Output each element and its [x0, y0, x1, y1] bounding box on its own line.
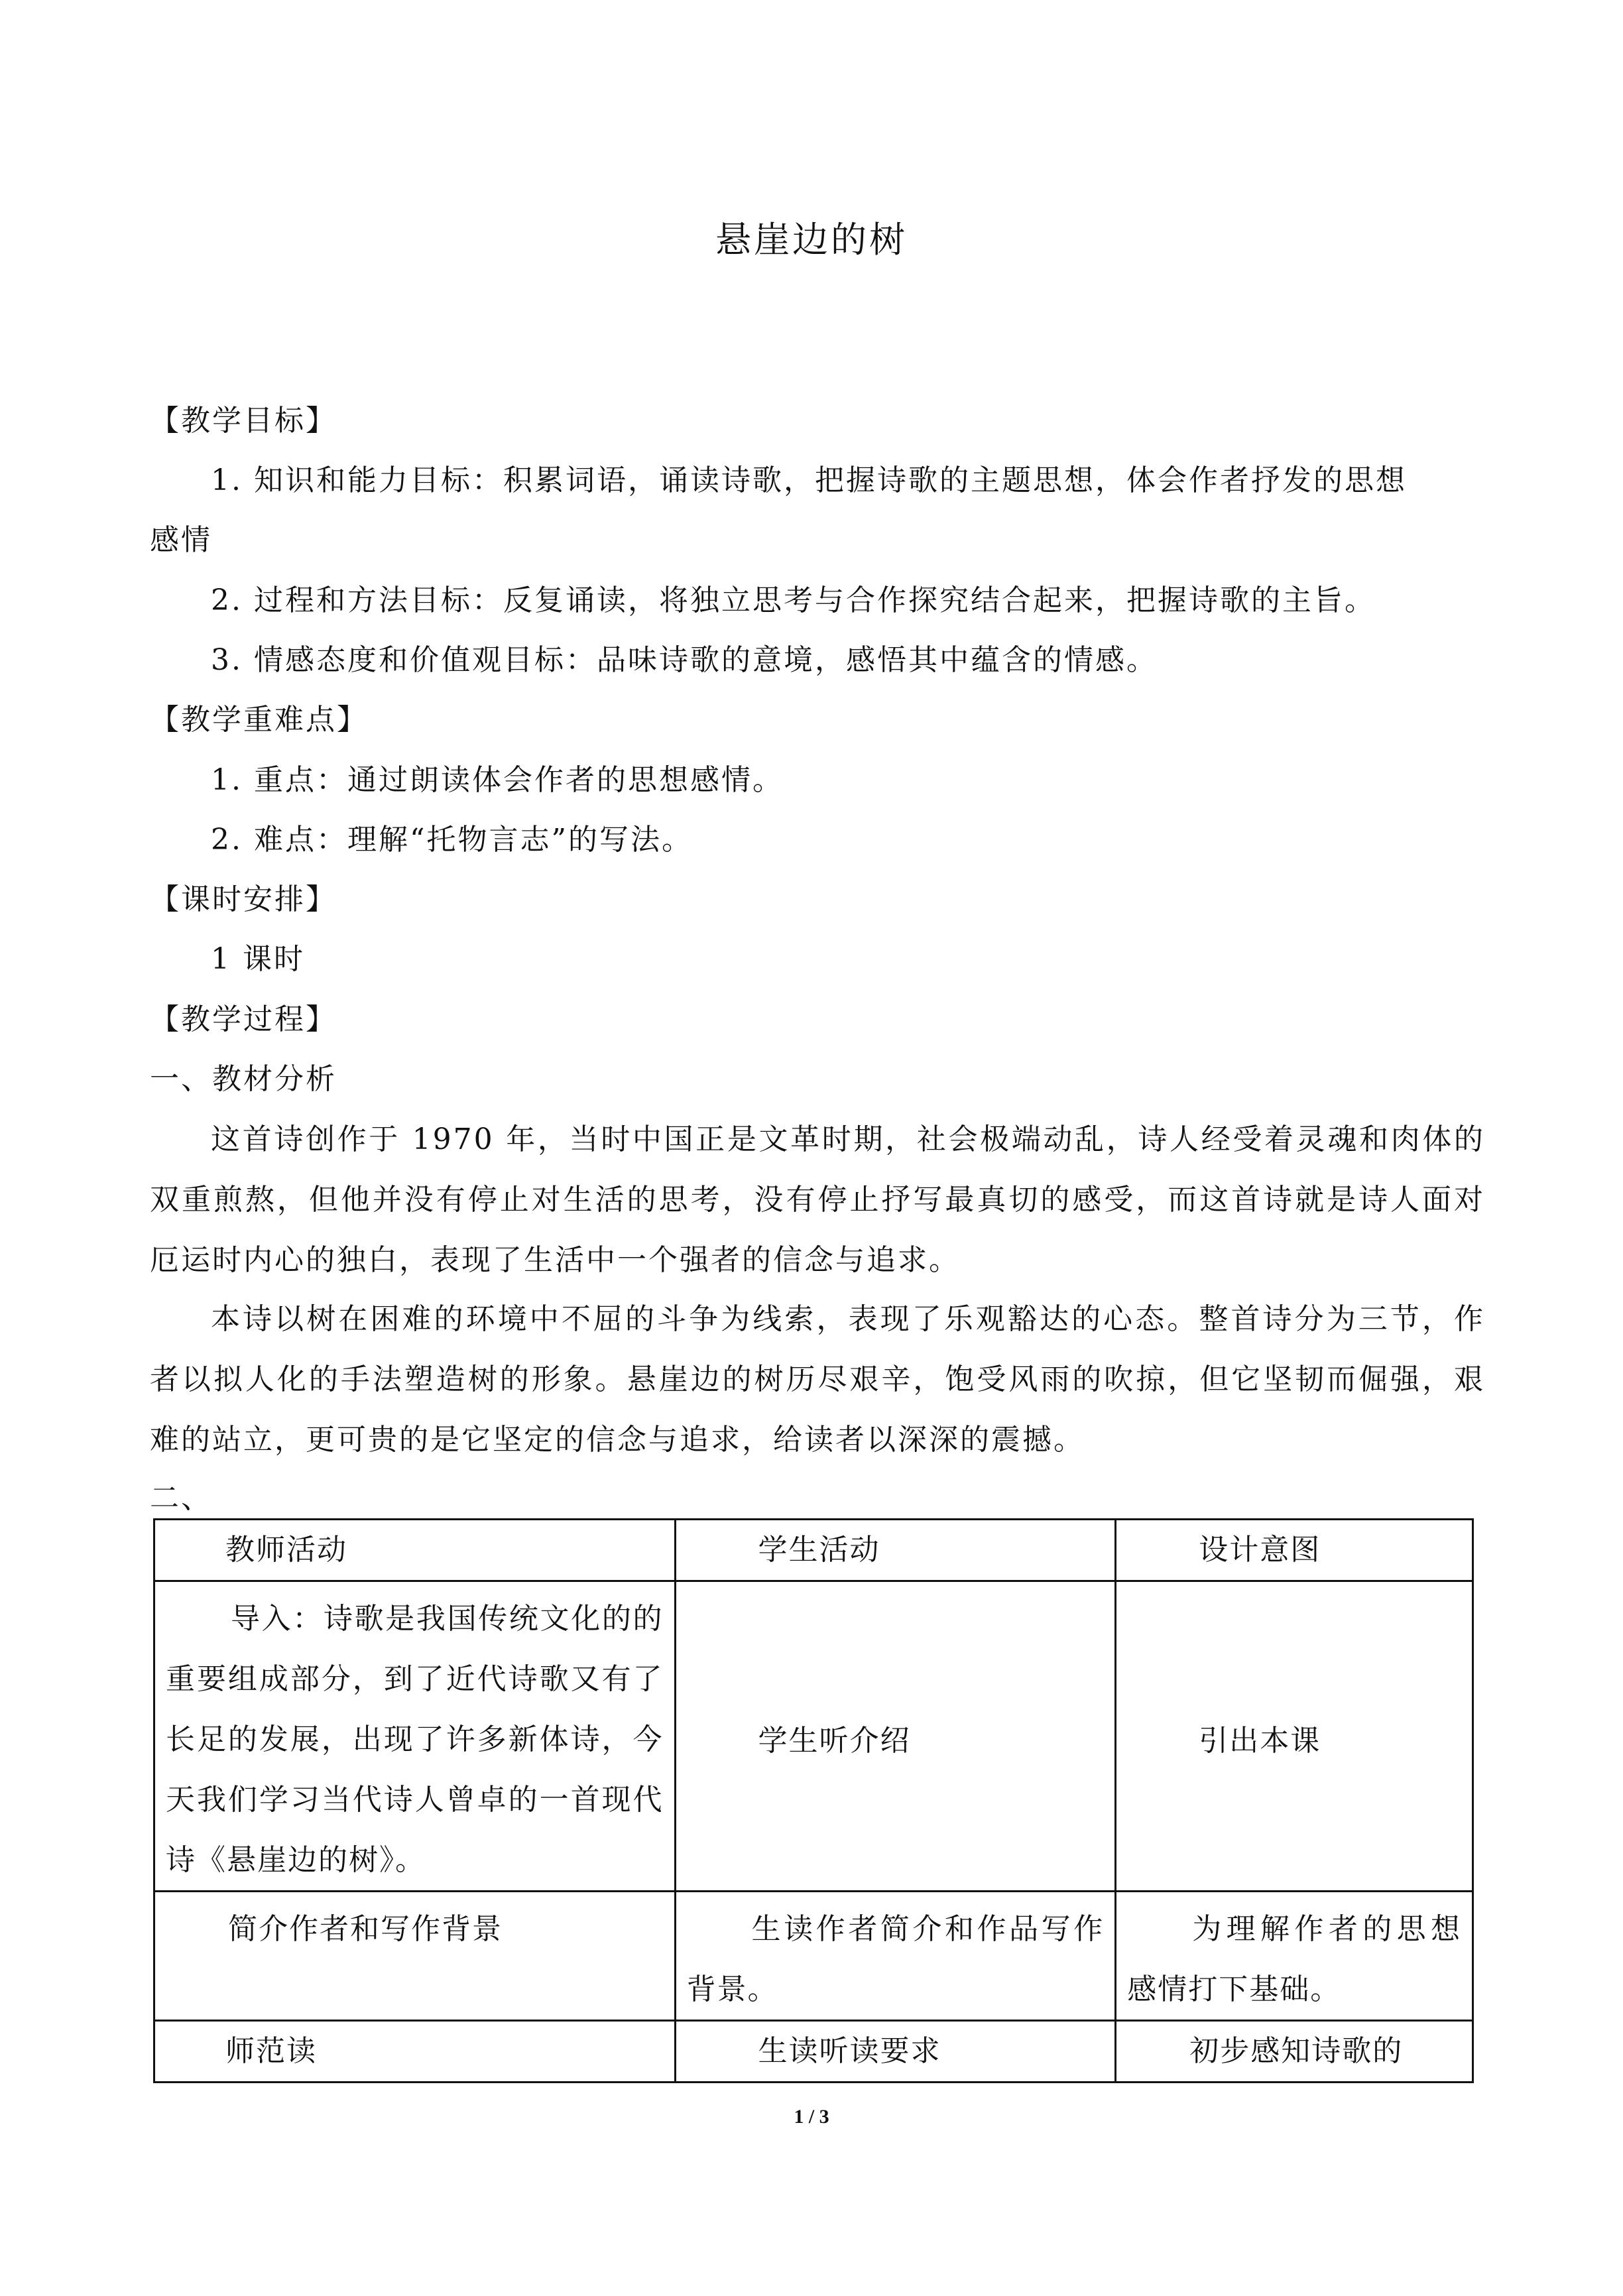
row3-intent-text: 初步感知诗歌的 [1189, 2034, 1404, 2068]
objective-1: 1. 知识和能力目标：积累词语，诵读诗歌，把握诗歌的主题思想，体会作者抒发的思想 [211, 463, 1407, 497]
objective-1-continued: 感情 [150, 523, 212, 557]
part1-paragraph-2: 本诗以树在困难的环境中不屈的斗争为线索，表现了乐观豁达的心态。整首诗分为三节，作者以拟人化的手法塑造树的形象。悬崖边的树历尽艰辛，饱受风雨的吹掠，但它坚韧而倔强，艰难的站立，更可贵的是它坚定的信念与追求，给读者以深深的震撼。 [150, 1302, 1485, 1457]
row1-teacher-cell [154, 1581, 676, 1892]
row1-intent-text: 引出本课 [1199, 1724, 1321, 1758]
header-student-activity: 学生活动 [675, 1520, 1116, 1581]
keypoint-2: 2. 难点：理解“托物言志”的写法。 [211, 823, 693, 857]
row1-intent-wrap [1199, 1582, 1461, 1887]
row1-intent-cell [1116, 1581, 1473, 1892]
row1-student-wrap [758, 1582, 1105, 1887]
lesson-table [153, 1518, 1474, 2083]
header-teacher-activity: 教师活动 [154, 1520, 676, 1581]
schedule-heading: 【课时安排】 [150, 882, 337, 916]
row2-teacher-text: 简介作者和写作背景 [228, 1912, 503, 1946]
row1-student-text: 学生听介绍 [758, 1724, 911, 1758]
row2-teacher-cell [154, 1892, 676, 2021]
part1-heading: 一、教材分析 [150, 1062, 337, 1096]
part2-heading: 二、 [150, 1481, 212, 1515]
table-row [154, 2021, 1473, 2083]
row2-student-cell [675, 1892, 1116, 2021]
row1-teacher-text: 导入：诗歌是我国传统文化的的重要组成部分，到了近代诗歌又有了长足的发展，出现了许多新体诗，今天我们学习当代诗人曾卓的一首现代诗《悬崖边的树》。 [166, 1602, 664, 1877]
table-header-row [154, 1520, 1473, 1581]
page-number: 1 / 3 [794, 2106, 829, 2128]
row2-intent-cell [1116, 1892, 1473, 2021]
table-row [154, 1892, 1473, 2021]
row1-student-cell [675, 1581, 1116, 1892]
schedule-value: 1 课时 [211, 942, 305, 976]
row3-teacher-cell [154, 2021, 676, 2083]
process-heading: 【教学过程】 [150, 1002, 337, 1036]
objective-2: 2. 过程和方法目标：反复诵读，将独立思考与合作探究结合起来，把握诗歌的主旨。 [211, 583, 1376, 617]
header-design-intent: 设计意图 [1116, 1520, 1473, 1581]
objectives-heading: 【教学目标】 [150, 404, 337, 438]
table-row [154, 1581, 1473, 1892]
part1-paragraph-1: 这首诗创作于 1970 年，当时中国正是文革时期，社会极端动乱，诗人经受着灵魂和肉体的双重煎熬，但他并没有停止对生活的思考，没有停止抒写最真切的感受，而这首诗就是诗人面对厄运时内心的独白，表现了生活中一个强者的信念与追求。 [150, 1122, 1485, 1277]
row3-intent-cell [1116, 2021, 1473, 2083]
row2-student-text: 生读作者简介和作品写作背景。 [686, 1912, 1105, 2006]
page-title: 悬崖边的树 [715, 219, 908, 261]
keypoints-heading: 【教学重难点】 [150, 703, 368, 737]
row2-intent-text: 为理解作者的思想感情打下基础。 [1127, 1912, 1461, 2006]
row3-student-text: 生读听读要求 [758, 2034, 941, 2068]
row3-teacher-text: 师范读 [225, 2034, 317, 2068]
keypoint-1: 1. 重点：通过朗读体会作者的思想感情。 [211, 763, 784, 797]
row3-student-cell [675, 2021, 1116, 2083]
objective-3: 3. 情感态度和价值观目标：品味诗歌的意境，感悟其中蕴含的情感。 [211, 643, 1158, 677]
